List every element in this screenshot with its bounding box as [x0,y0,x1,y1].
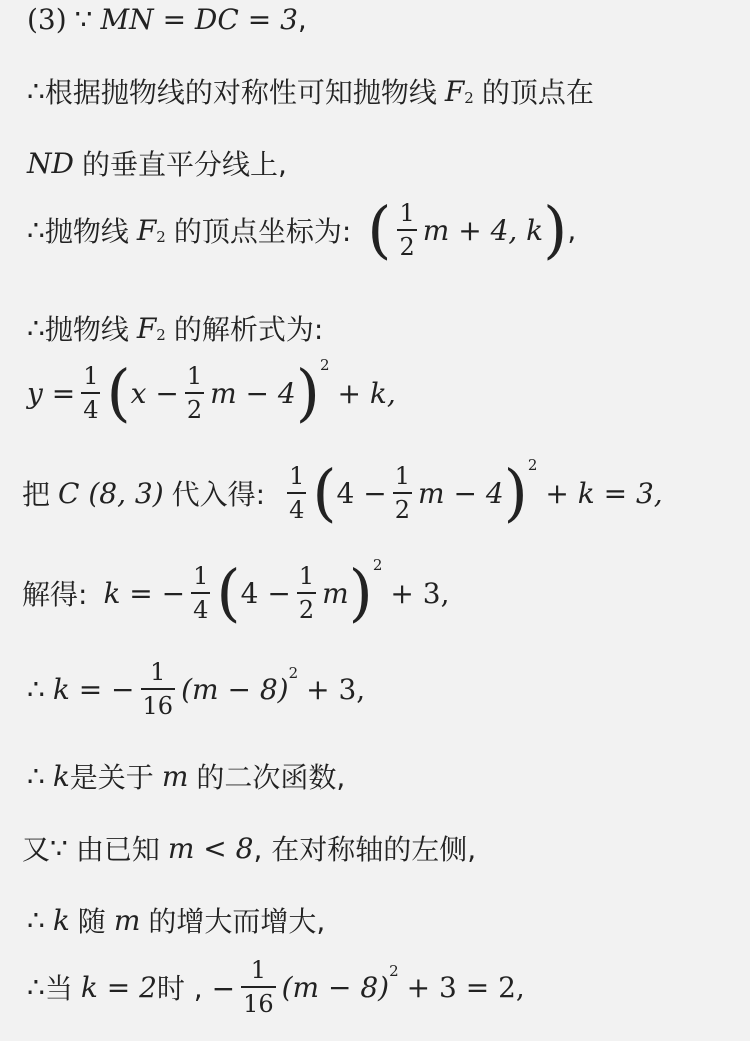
text: 代入得: [171,478,266,511]
text: 把 [22,478,51,511]
fraction: $\frac{1}{2}$ [186,362,203,424]
text: 的垂直平分线上, [81,148,287,181]
expr: (m − 8) [281,970,390,1004]
text: 的顶点坐标为: [173,215,352,248]
var-k: k [52,903,70,937]
therefore-symbol: ∴ [27,74,45,108]
inequality: m < 8 [167,831,254,865]
text: 的二次函数, [196,761,346,794]
expr: + k, [337,376,396,410]
var-k: k [52,759,70,793]
expr: x − [130,376,179,410]
line-2 [27,71,594,111]
line-7: 把 C (8, 3) 代入得: $\frac{1}{4}$ ( 4 − $\frac{1}{2}$ m − 4 ) 2 + k = 3, [22,456,663,529]
lhs: y = [27,376,76,410]
line-1 [27,3,307,36]
text: 由已知 [75,833,160,866]
exponent: 2 [288,664,299,682]
text: 是关于 [69,761,154,794]
fraction: $\frac{1}{2}$ [394,462,411,524]
fraction: $\frac{1}{4}$ [83,362,99,424]
expr: m [322,576,349,610]
line-12 [27,900,325,940]
comma: , [297,3,307,36]
equation: MN = DC = 3 [100,3,298,36]
point-c: C (8, 3) [58,476,164,510]
text: , 在对称轴的左侧, [253,833,477,866]
subscript: 2 [156,326,166,344]
text: 的顶点在 [481,76,594,109]
fraction: $\frac{1}{4}$ [193,562,209,624]
var-f: F [136,311,157,345]
fraction: $\frac{1}{2}$ [399,199,415,261]
because-symbol: ∵ [50,831,68,865]
var-f: F [136,213,157,247]
expr: 4 − [240,576,291,610]
coordinates: m + 4, k [422,213,544,247]
expr: + 3, [306,672,366,706]
exponent: 2 [319,356,330,374]
expr: + 3, [390,576,450,610]
fraction: $\frac{1}{16}$ [243,956,274,1018]
therefore-symbol: ∴ [27,213,45,247]
lhs: k = − [52,672,135,706]
expr: m − 4 [210,376,296,410]
line-6: y = $\frac{1}{4}$ ( x − $\frac{1}{2}$ m − 4 ) 2 + k, [27,356,396,429]
text: 抛物线 [44,313,129,346]
var-m: m [161,759,189,793]
line-4: ∴ 抛物线 F 2 的顶点坐标为: ( $\frac{1}{2}$ m + 4, k ) , [27,193,577,266]
lhs: k = − [103,576,186,610]
exponent: 2 [372,556,383,574]
fraction: $\frac{1}{4}$ [289,462,305,524]
line-9 [27,660,365,718]
therefore-symbol: ∴ [27,672,45,706]
var-m: m [113,903,141,937]
part-label: (3) [27,3,67,36]
condition: k = 2 [80,970,157,1004]
exponent: 2 [389,962,399,980]
line-10 [27,756,345,796]
therefore-symbol: ∴ [27,903,45,937]
text: 解得: [22,578,88,611]
exponent: 2 [527,456,538,474]
text: 的增大而增大, [148,905,326,938]
therefore-symbol: ∴ [27,970,45,1004]
text: 又 [22,833,51,866]
because-symbol: ∵ [74,3,93,36]
var-f: F [444,74,465,108]
expr: + 3 = 2, [406,970,525,1004]
text: 当 [44,972,73,1005]
text: 根据抛物线的对称性可知抛物线 [44,76,437,109]
comma: , [567,213,577,247]
expr: (m − 8) [181,672,289,706]
text: 抛物线 [44,215,129,248]
line-11 [22,828,476,868]
expr: + k = 3, [545,476,663,510]
subscript: 2 [156,228,166,246]
text: 随 [77,905,106,938]
line-3 [27,143,287,183]
expr: 4 − [336,476,387,510]
therefore-symbol: ∴ [27,311,45,345]
var-nd: ND [27,146,74,180]
line-8: 解得: k = − $\frac{1}{4}$ ( 4 − $\frac{1}{2}$ m ) 2 + 3, [22,556,450,629]
expr: m − 4 [418,476,504,510]
text: 的解析式为: [173,313,324,346]
subscript: 2 [464,89,474,107]
text: 时 , − [156,972,236,1005]
fraction: $\frac{1}{16}$ [142,658,174,720]
fraction: $\frac{1}{2}$ [298,562,315,624]
line-13 [27,958,525,1016]
therefore-symbol: ∴ [27,759,45,793]
line-5 [27,308,323,348]
